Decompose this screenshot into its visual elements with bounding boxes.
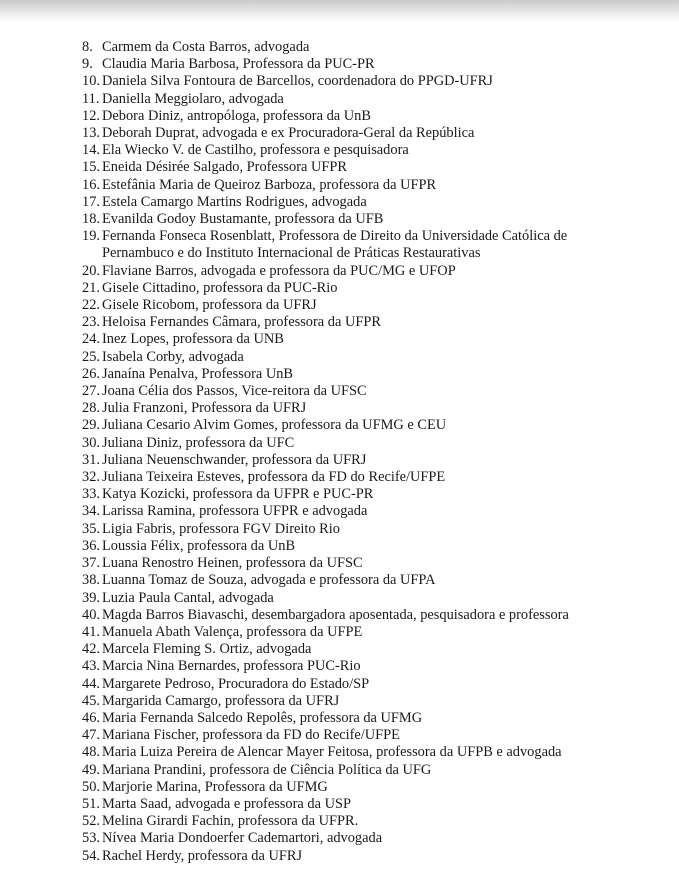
list-item-number: 27. (82, 383, 100, 400)
list-item-text: Isabela Corby, advogada (102, 348, 244, 365)
list-item (82, 744, 642, 761)
list-item-number: 50. (82, 778, 100, 795)
list-item-text: Ela Wiecko V. de Castilho, professora e pesquisadora (102, 142, 409, 159)
list-item (82, 521, 642, 538)
list-item-text: Ligia Fabris, professora FGV Direito Rio (102, 520, 340, 537)
list-item (82, 796, 642, 813)
list-item (82, 297, 642, 314)
list-item-number: 34. (82, 503, 100, 520)
list-item-text: Rachel Herdy, professora da UFRJ (102, 847, 303, 864)
list-item (82, 263, 642, 280)
list-item (82, 624, 642, 641)
list-item (82, 417, 642, 434)
list-item-number: 44. (82, 675, 100, 692)
list-item-text: Margarete Pedroso, Procuradora do Estado/SP (102, 675, 370, 692)
list-item-number: 12. (82, 107, 100, 124)
list-item-text: Luzia Paula Cantal, advogada (102, 589, 274, 606)
list-item (82, 108, 642, 125)
list-item (82, 727, 642, 744)
list-item (82, 572, 642, 589)
list-item-text: Margarida Camargo, professora da UFRJ (102, 692, 340, 709)
list-item-text: Debora Diniz, antropóloga, professora da UnB (102, 107, 371, 124)
list-item-text: Estefânia Maria de Queiroz Barboza, professora da UFPR (102, 176, 437, 193)
list-item-text: Evanilda Godoy Bustamante, professora da UFB (102, 211, 384, 228)
list-item-text: Deborah Duprat, advogada e ex Procuradora-Geral da República (102, 125, 475, 142)
list-item-number: 41. (82, 623, 100, 640)
signatory-list (82, 39, 642, 865)
list-item-text: Marcela Fleming S. Ortiz, advogada (102, 641, 312, 658)
list-item (82, 762, 642, 779)
list-item (82, 56, 642, 73)
list-item-text: Daniela Silva Fontoura de Barcellos, coordenadora do PPGD-UFRJ (102, 73, 493, 90)
list-item-text: Heloisa Fernandes Câmara, professora da UFPR (102, 314, 381, 331)
list-item (82, 641, 642, 658)
list-item (82, 658, 642, 675)
list-item (82, 314, 642, 331)
list-item (82, 366, 642, 383)
list-item-text: Loussia Félix, professora da UnB (102, 537, 296, 554)
list-item (82, 177, 642, 194)
list-item (82, 349, 642, 366)
list-item (82, 607, 642, 624)
list-item-text: Magda Barros Biavaschi, desembargadora aposentada, pesquisadora e professora (102, 606, 569, 623)
list-item (82, 39, 642, 56)
list-item-number: 13. (82, 125, 100, 142)
list-item-number: 46. (82, 709, 100, 726)
list-item-text: Pernambuco e do Instituto Internacional de Práticas Restaurativas (102, 245, 481, 262)
list-item-text: Gisele Ricobom, professora da UFRJ (102, 297, 317, 314)
list-item-text: Juliana Cesario Alvim Gomes, professora da UFMG e CEU (102, 417, 447, 434)
list-item-number: 31. (82, 451, 100, 468)
list-item (82, 813, 642, 830)
list-item-number: 42. (82, 641, 100, 658)
list-item-text: Luanna Tomaz de Souza, advogada e professora da UFPA (102, 572, 436, 589)
list-item-number: 39. (82, 589, 100, 606)
list-item-text: Luana Renostro Heinen, professora da UFSC (102, 555, 363, 572)
list-item-number: 33. (82, 486, 100, 503)
list-item (82, 469, 642, 486)
list-item-text: Nívea Maria Dondoerfer Cademartori, advogada (102, 830, 383, 847)
list-item-number: 37. (82, 555, 100, 572)
list-item-text: Eneida Désirée Salgado, Professora UFPR (102, 159, 347, 176)
list-item-number: 21. (82, 279, 100, 296)
list-item-text: Melina Girardi Fachin, professora da UFPR. (102, 813, 359, 830)
list-item (82, 73, 642, 90)
list-item-number: 47. (82, 727, 100, 744)
list-item-number: 18. (82, 211, 100, 228)
list-item-text: Manuela Abath Valença, professora da UFPE (102, 623, 363, 640)
list-item-number: 17. (82, 193, 100, 210)
list-item-text: Julia Franzoni, Professora da UFRJ (102, 400, 307, 417)
list-item-number: 49. (82, 761, 100, 778)
list-item (82, 590, 642, 607)
list-item (82, 194, 642, 211)
list-item (82, 538, 642, 555)
list-item (82, 125, 642, 142)
list-item-number: 11. (82, 90, 100, 107)
list-item (82, 159, 642, 176)
list-item-text: Maria Luiza Pereira de Alencar Mayer Feitosa, professora da UFPB e advogada (102, 744, 562, 761)
list-item (82, 211, 642, 228)
list-item-number: 15. (82, 159, 100, 176)
list-item (82, 383, 642, 400)
list-item-number: 8. (82, 39, 93, 55)
list-item-text: Marta Saad, advogada e professora da USP (102, 795, 351, 812)
list-item-number: 52. (82, 813, 100, 830)
list-item-text: Marjorie Marina, Professora da UFMG (102, 778, 328, 795)
list-item-text: Inez Lopes, professora da UNB (102, 331, 284, 348)
list-item (82, 331, 642, 348)
list-item-text: Flaviane Barros, advogada e professora da PUC/MG e UFOP (102, 262, 456, 279)
list-item-number: 53. (82, 830, 100, 847)
list-item-number: 16. (82, 176, 100, 193)
list-item-text: Mariana Prandini, professora de Ciência Política da UFG (102, 761, 432, 778)
list-item-number: 38. (82, 572, 100, 589)
list-item-number: 19. (82, 228, 100, 245)
list-item (82, 830, 642, 847)
list-item-text: Juliana Neuenschwander, professora da UFRJ (102, 451, 367, 468)
list-item-number: 20. (82, 262, 100, 279)
list-item-text: Carmem da Costa Barros, advogada (102, 39, 310, 55)
list-item-number: 40. (82, 606, 100, 623)
list-item (82, 280, 642, 297)
list-item-number: 36. (82, 537, 100, 554)
list-item (82, 503, 642, 520)
list-item-text: Claudia Maria Barbosa, Professora da PUC-PR (102, 56, 375, 73)
list-item (82, 435, 642, 452)
list-item-text: Marcia Nina Bernardes, professora PUC-Rio (102, 658, 361, 675)
list-item (82, 555, 642, 572)
list-item-number: 23. (82, 314, 100, 331)
list-item-number: 28. (82, 400, 100, 417)
list-item (82, 91, 642, 108)
list-item (82, 693, 642, 710)
list-item (82, 228, 642, 262)
list-item (82, 142, 642, 159)
list-item-number: 10. (82, 73, 100, 90)
list-item-number: 43. (82, 658, 100, 675)
list-item-number: 45. (82, 692, 100, 709)
list-item-number: 54. (82, 847, 100, 864)
list-item-text: Janaína Penalva, Professora UnB (102, 365, 294, 382)
list-item-number: 32. (82, 469, 100, 486)
list-item-number: 24. (82, 331, 100, 348)
list-item-number: 35. (82, 520, 100, 537)
list-item-text: Mariana Fischer, professora da FD do Recife/UFPE (102, 727, 400, 744)
list-item-text: Estela Camargo Martins Rodrigues, advogada (102, 193, 367, 210)
list-item-number: 30. (82, 434, 100, 451)
list-item (82, 452, 642, 469)
list-item-number: 51. (82, 795, 100, 812)
list-item-number: 29. (82, 417, 100, 434)
list-item-text: Juliana Teixeira Esteves, professora da FD do Recife/UFPE (102, 469, 446, 486)
list-item (82, 400, 642, 417)
list-item (82, 848, 642, 865)
list-item (82, 486, 642, 503)
list-item-text: Joana Célia dos Passos, Vice-reitora da UFSC (102, 383, 367, 400)
list-item-text: Juliana Diniz, professora da UFC (102, 434, 295, 451)
list-item-number: 48. (82, 744, 100, 761)
list-item-number: 9. (82, 56, 93, 73)
list-item-text: Maria Fernanda Salcedo Repolês, professora da UFMG (102, 709, 423, 726)
list-item (82, 676, 642, 693)
list-item-number: 22. (82, 297, 100, 314)
list-item-text: Katya Kozicki, professora da UFPR e PUC-PR (102, 486, 374, 503)
list-item-text: Daniella Meggiolaro, advogada (102, 90, 284, 107)
list-item (82, 779, 642, 796)
list-item-text: Gisele Cittadino, professora da PUC-Rio (102, 279, 338, 296)
list-item-number: 26. (82, 365, 100, 382)
list-item-number: 25. (82, 348, 100, 365)
list-item-number: 14. (82, 142, 100, 159)
list-item-text: Fernanda Fonseca Rosenblatt, Professora de Direito da Universidade Católica de (102, 228, 568, 245)
list-item (82, 710, 642, 727)
list-item-text: Larissa Ramina, professora UFPR e advogada (102, 503, 368, 520)
